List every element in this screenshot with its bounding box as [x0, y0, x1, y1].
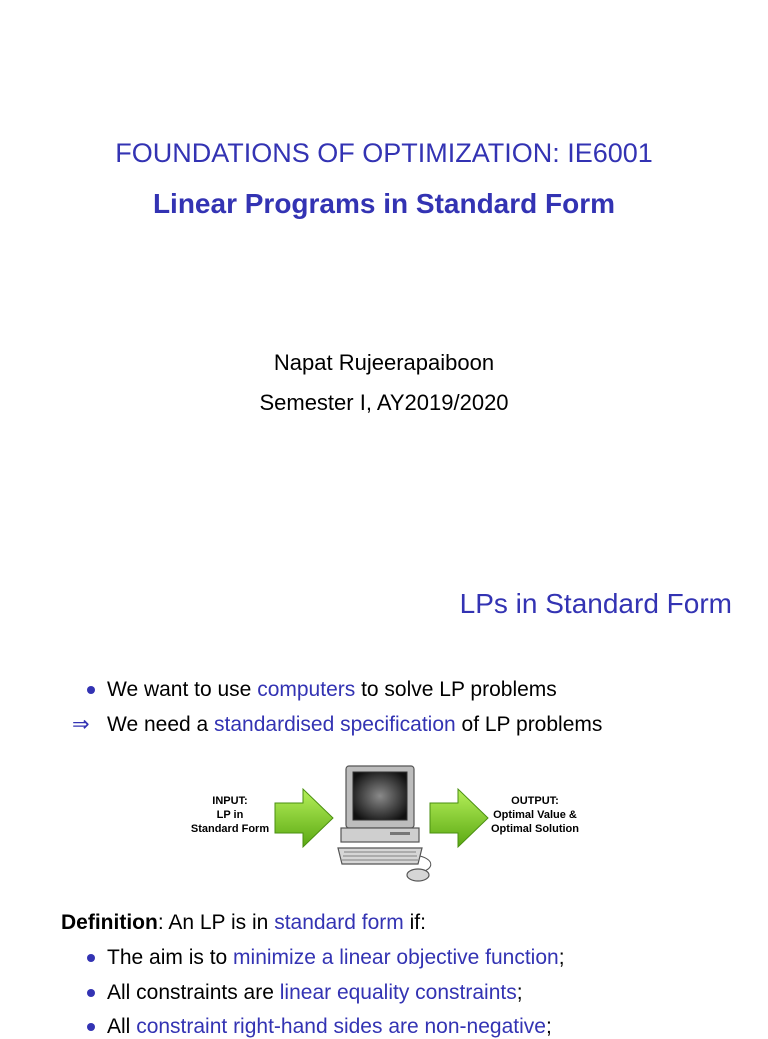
semester-text: Semester I, AY2019/2020	[259, 390, 509, 415]
definition-term: Definition	[61, 911, 158, 934]
bullet-icon	[87, 1023, 95, 1031]
definition-highlight: standard form	[274, 911, 404, 934]
condition-item	[0, 946, 768, 972]
condition-item	[0, 981, 768, 1007]
author-name: Napat Rujeerapaiboon	[273, 350, 495, 375]
bullet-icon	[87, 954, 95, 962]
bullet-text: We want to use	[107, 678, 258, 701]
condition-text: All constraints are	[107, 981, 280, 1004]
condition-text: ;	[516, 981, 523, 1004]
implies-arrow-icon: ⇒	[72, 713, 90, 736]
implication-text: We need a	[107, 713, 215, 736]
condition-highlight: constraint right-hand sides are non-negative	[136, 1015, 546, 1038]
condition-text: ;	[545, 1015, 552, 1038]
condition-highlight: linear equality constraints	[279, 981, 517, 1004]
condition-item	[0, 1015, 768, 1038]
course-title: FOUNDATIONS OF OPTIMIZATION: IE6001	[115, 138, 653, 168]
lecture-title: Linear Programs in Standard Form	[152, 188, 616, 219]
bullet-highlight: computers	[257, 678, 356, 701]
definition-text: : An LP is in	[157, 911, 275, 934]
bullet-icon	[87, 989, 95, 997]
definition-text: if:	[403, 911, 426, 934]
bullet-item	[0, 678, 768, 704]
condition-text: The aim is to	[107, 946, 234, 969]
green-arrow-icon	[273, 787, 335, 849]
implication-item	[0, 713, 768, 739]
bullet-icon	[87, 686, 95, 694]
bullet-text: to solve LP problems	[355, 678, 557, 701]
slide-heading: LPs in Standard Form	[459, 588, 732, 619]
lp-diagram	[180, 760, 600, 885]
condition-highlight: minimize a linear objective function	[233, 946, 559, 969]
definition-line	[0, 911, 768, 937]
output-label: OUTPUT: Optimal Value & Optimal Solution	[491, 795, 579, 835]
input-label: INPUT: LP in Standard Form	[190, 795, 270, 835]
implication-highlight: standardised specification	[214, 713, 456, 736]
computer-icon	[338, 764, 440, 884]
condition-text: ;	[558, 946, 565, 969]
implication-text: of LP problems	[455, 713, 603, 736]
condition-text: All	[107, 1015, 137, 1038]
